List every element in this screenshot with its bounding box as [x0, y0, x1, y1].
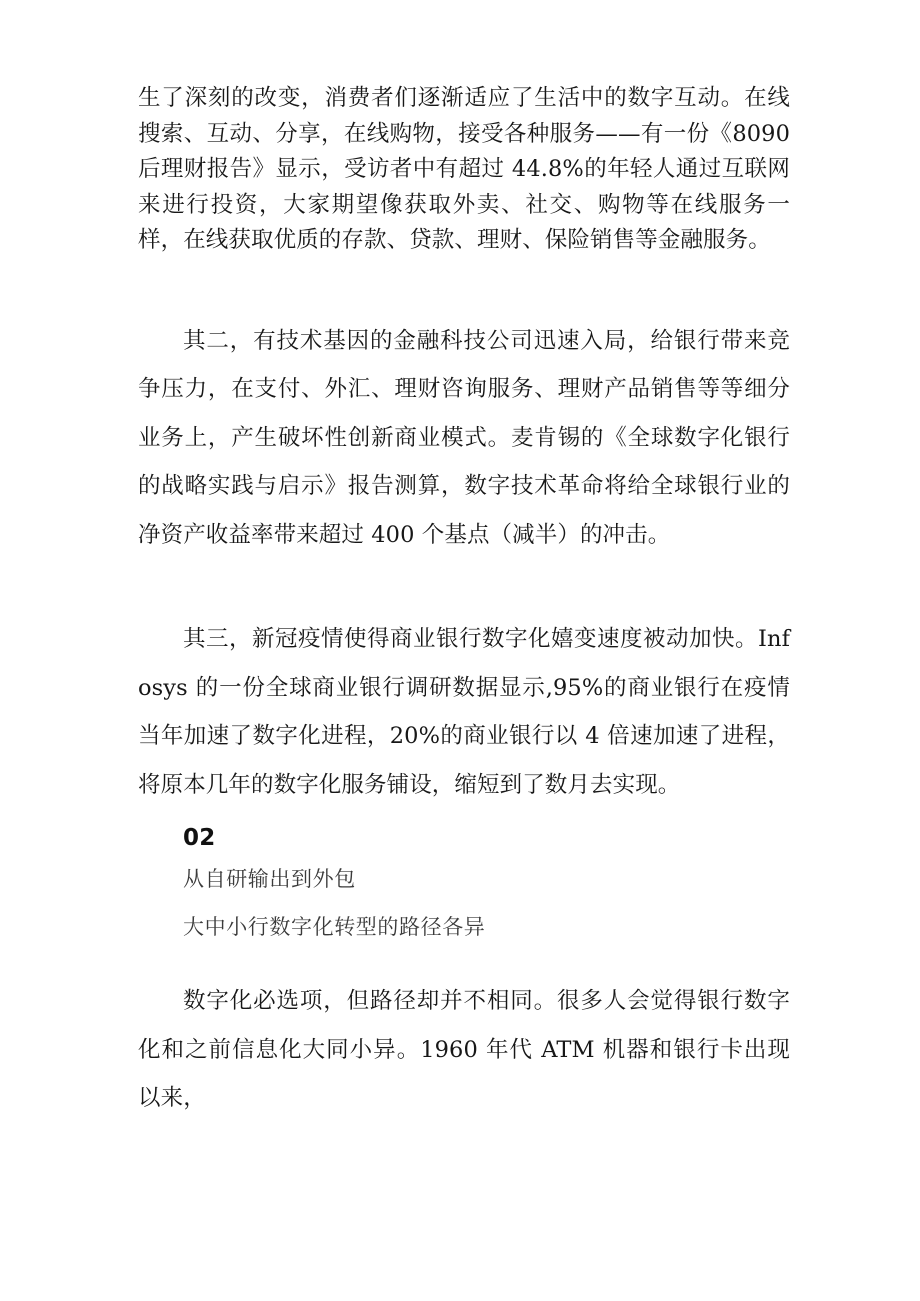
- section-subtitle-line-2: 大中小行数字化转型的路径各异: [183, 915, 486, 939]
- section-heading-block: [138, 821, 790, 951]
- paragraph-spacer: [138, 559, 790, 615]
- paragraph-spacer: [138, 259, 790, 317]
- section-number: 02: [183, 825, 216, 851]
- paragraph-point-three: 其三，新冠疫情使得商业银行数字化嬉变速度被动加快。Infosys 的一份全球商业银行调研数据显示,95%的商业银行在疫情当年加速了数字化进程，20%的商业银行以 4 倍速加速了进程，将原本几年的数字化服务铺设，缩短到了数月去实现。: [138, 626, 790, 798]
- paragraph-continued: 生了深刻的改变，消费者们逐渐适应了生活中的数字互动。在线搜索、互动、分享，在线购物，接受各种服务——有一份《8090后理财报告》显示，受访者中有超过 44.8%的年轻人通过互联网来进行投资，大家期望像获取外卖、社交、购物等在线服务一样，在线获取优质的存款、贷款、理财、保险销售等金融服务。: [138, 85, 790, 253]
- section-spacer: [138, 951, 790, 977]
- section-spacer: [138, 809, 790, 821]
- section-subtitle-line-1: 从自研输出到外包: [183, 867, 356, 891]
- paragraph-closing: 数字化必选项，但路径却并不相同。很多人会觉得银行数字化和之前信息化大同小异。1960 年代 ATM 机器和银行卡出现以来，: [138, 988, 790, 1111]
- paragraph-point-two: 其二，有技术基因的金融科技公司迅速入局，给银行带来竞争压力，在支付、外汇、理财咨询服务、理财产品销售等等细分业务上，产生破坏性创新商业模式。麦肯锡的《全球数字化银行的战略实践与启示》报告测算，数字技术革命将给全球银行业的净资产收益率带来超过 400 个基点（减半）的冲击。: [138, 327, 790, 548]
- page-bottom-whitespace: [138, 1123, 790, 1219]
